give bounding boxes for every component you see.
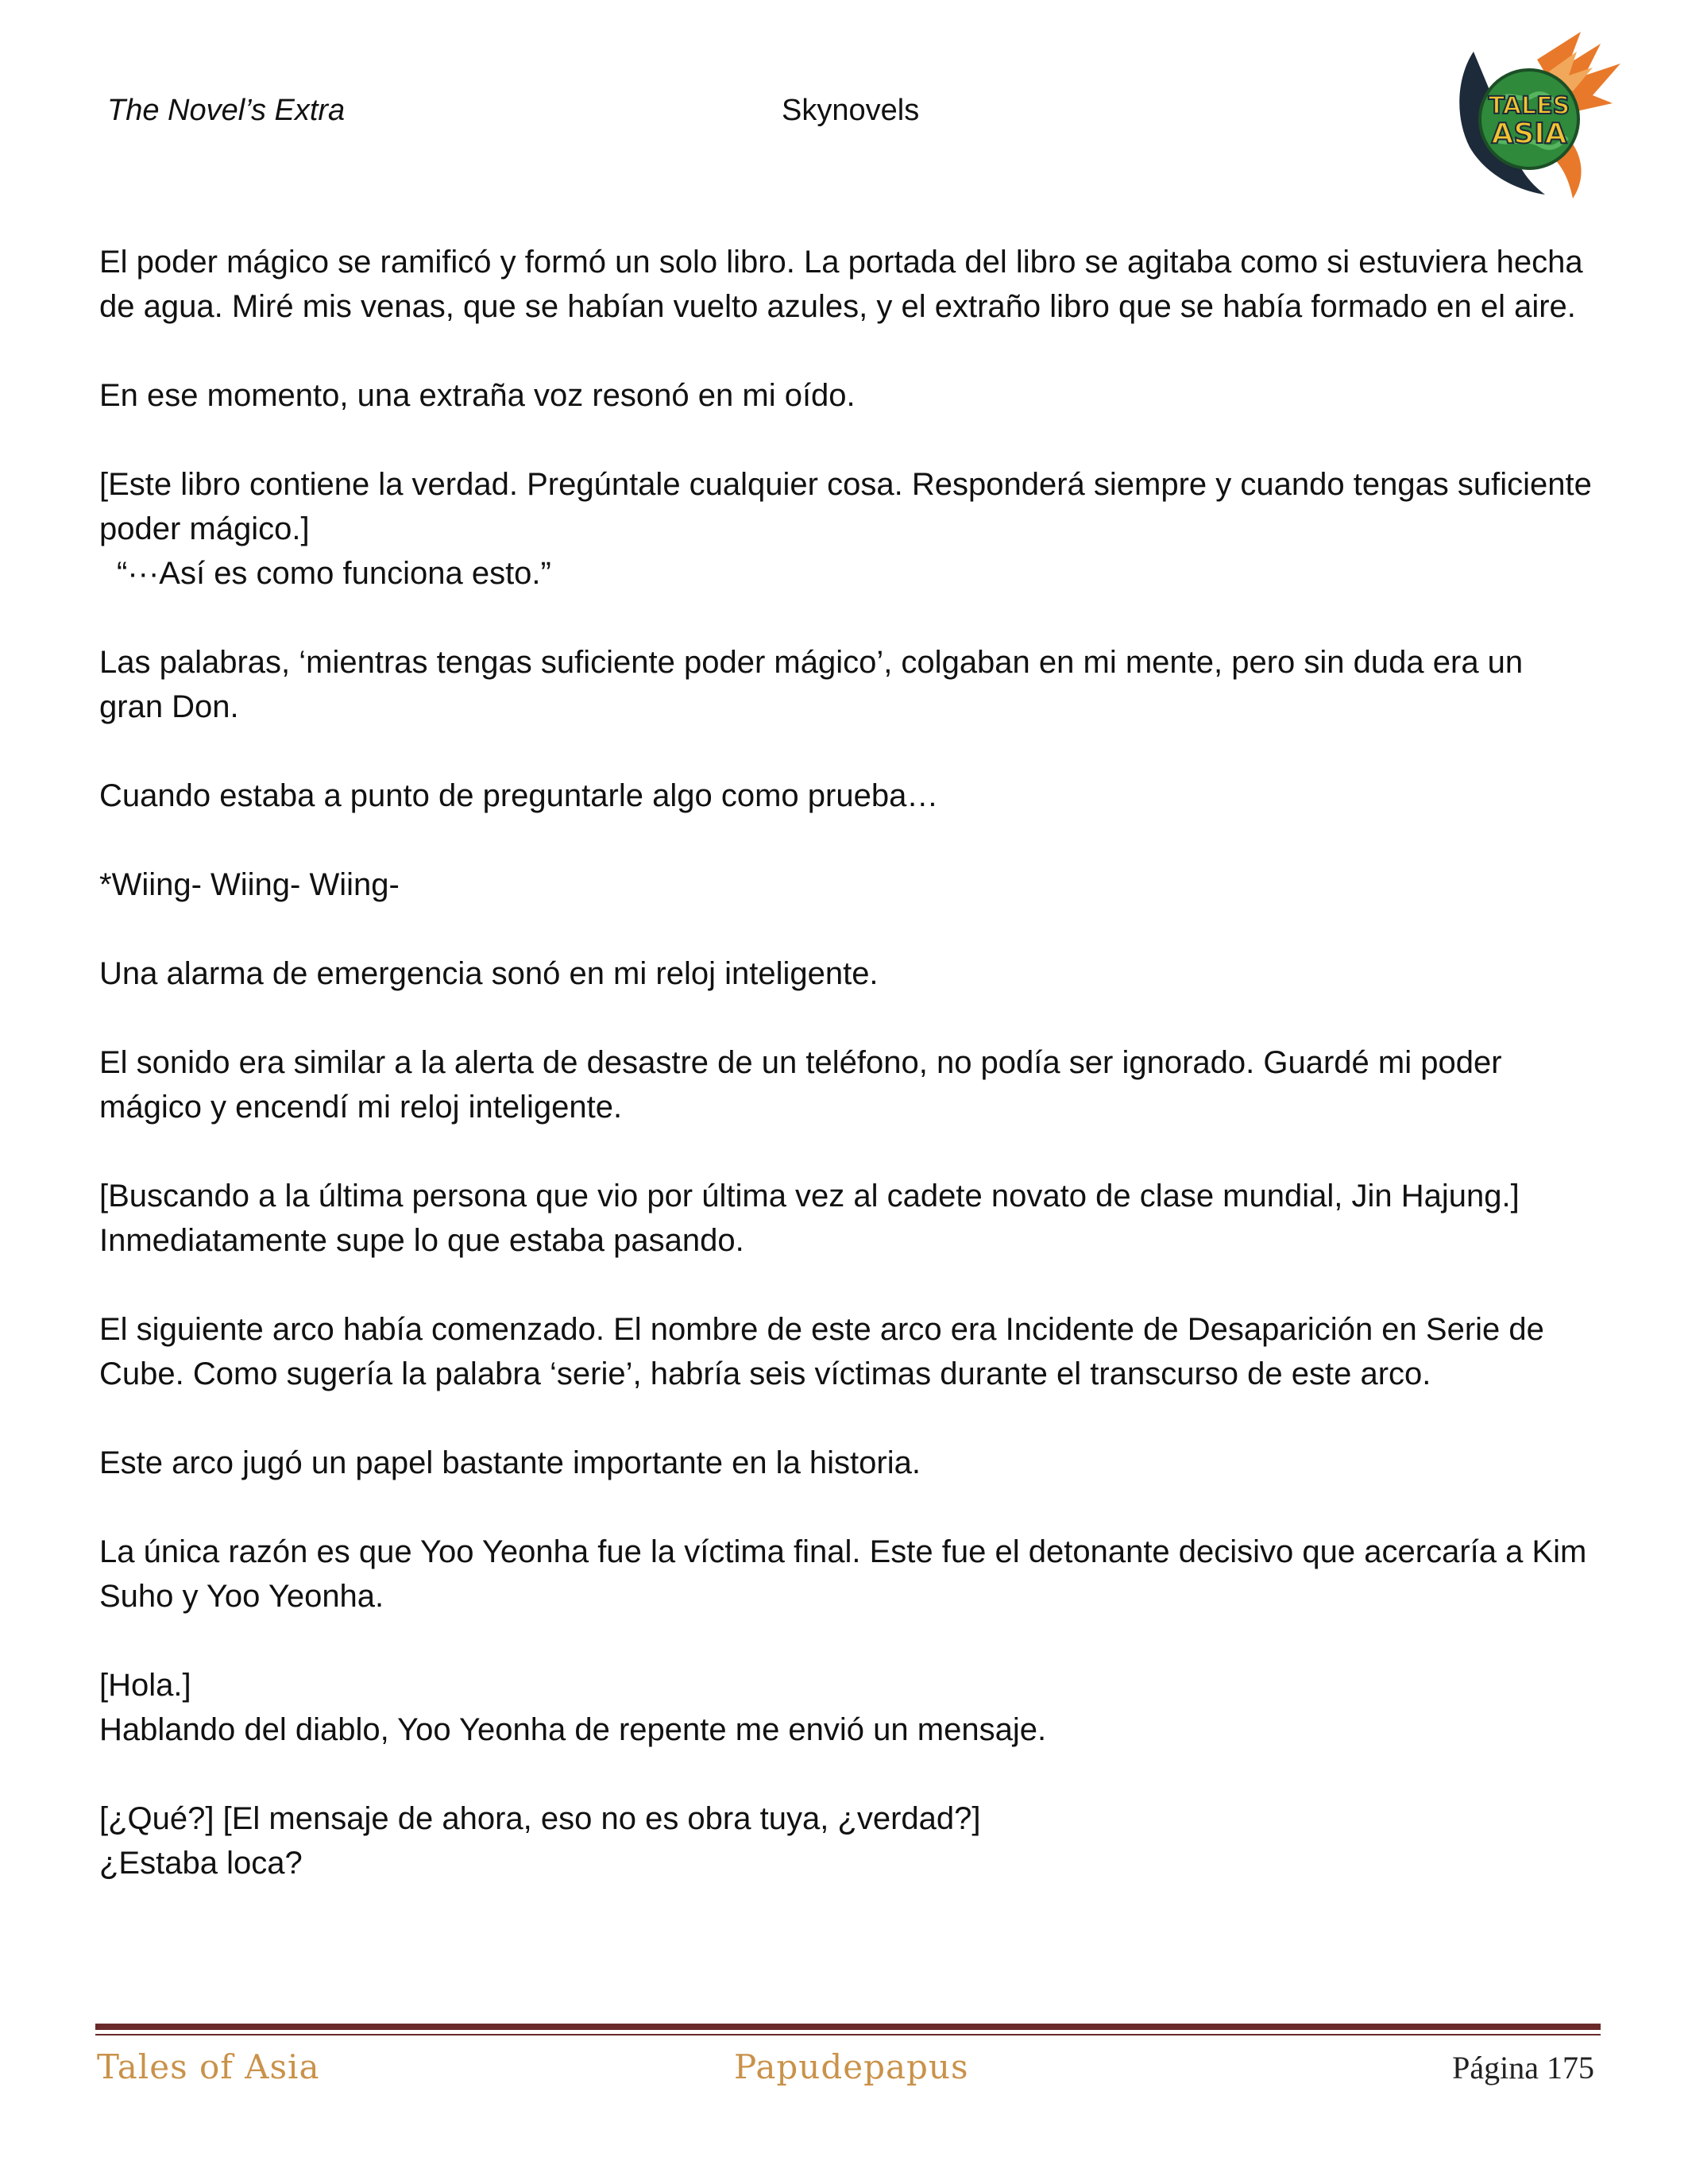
logo-text-tales: TALES <box>1488 92 1570 120</box>
page-body <box>99 240 1593 1885</box>
paragraph: Cuando estaba a punto de preguntarle algo como prueba… <box>99 778 939 813</box>
logo-text-asia: ASIA <box>1491 118 1567 150</box>
footer-rule-thin <box>95 2034 1601 2035</box>
paragraph: [Hola.] <box>99 1668 191 1703</box>
tales-of-asia-logo <box>1442 28 1624 203</box>
paragraph: *Wiing- Wiing- Wiing- <box>99 867 400 902</box>
paragraph: [Este libro contiene la verdad. Pregúntale cualquier cosa. Responderá siempre y cuando tengas suficiente poder mágico.] <box>99 467 1592 546</box>
paragraph: En ese momento, una extraña voz resonó en mi oído. <box>99 378 856 413</box>
paragraph: La única razón es que Yoo Yeonha fue la víctima final. Este fue el detonante decisivo que acercaría a Kim Suho y Yoo Yeonha. <box>99 1534 1587 1614</box>
paragraph: El sonido era similar a la alerta de desastre de un teléfono, no podía ser ignorado. Guardé mi poder mágico y encendí mi reloj inteligente. <box>99 1045 1502 1125</box>
paragraph: [Buscando a la última persona que vio por última vez al cadete novato de clase mundial, Jin Hajung.] <box>99 1179 1520 1214</box>
paragraph: Inmediatamente supe lo que estaba pasando. <box>99 1223 744 1258</box>
header-site-name: Skynovels <box>782 94 920 127</box>
page-number: Página 175 <box>1452 2050 1594 2086</box>
footer-site-name: Tales of Asia <box>97 2047 320 2086</box>
footer-rule <box>95 2024 1601 2030</box>
paragraph: Las palabras, ‘mientras tengas suficiente poder mágico’, colgaban en mi mente, pero sin duda era un gran Don. <box>99 645 1524 724</box>
paragraph: [¿Qué?] [El mensaje de ahora, eso no es obra tuya, ¿verdad?] <box>99 1801 981 1836</box>
paragraph: “···Así es como funciona esto.” <box>117 556 551 591</box>
paragraph: Una alarma de emergencia sonó en mi reloj inteligente. <box>99 956 879 991</box>
paragraph: El siguiente arco había comenzado. El nombre de este arco era Incidente de Desaparición en Serie de Cube. Como sugería la palabra ‘serie’, habría seis víctimas durante el transcurso de este arco. <box>99 1312 1544 1391</box>
paragraph: ¿Estaba loca? <box>99 1846 303 1881</box>
paragraph: Este arco jugó un papel bastante importante en la historia. <box>99 1445 921 1480</box>
footer-translator: Papudepapus <box>734 2047 969 2086</box>
header-novel-title: The Novel’s Extra <box>107 94 346 127</box>
paragraph: Hablando del diablo, Yoo Yeonha de repente me envió un mensaje. <box>99 1712 1047 1747</box>
paragraph: El poder mágico se ramificó y formó un solo libro. La portada del libro se agitaba como si estuviera hecha de agua. Miré mis venas, que se habían vuelto azules, y el extraño libro que se había formado en el aire. <box>99 245 1583 324</box>
